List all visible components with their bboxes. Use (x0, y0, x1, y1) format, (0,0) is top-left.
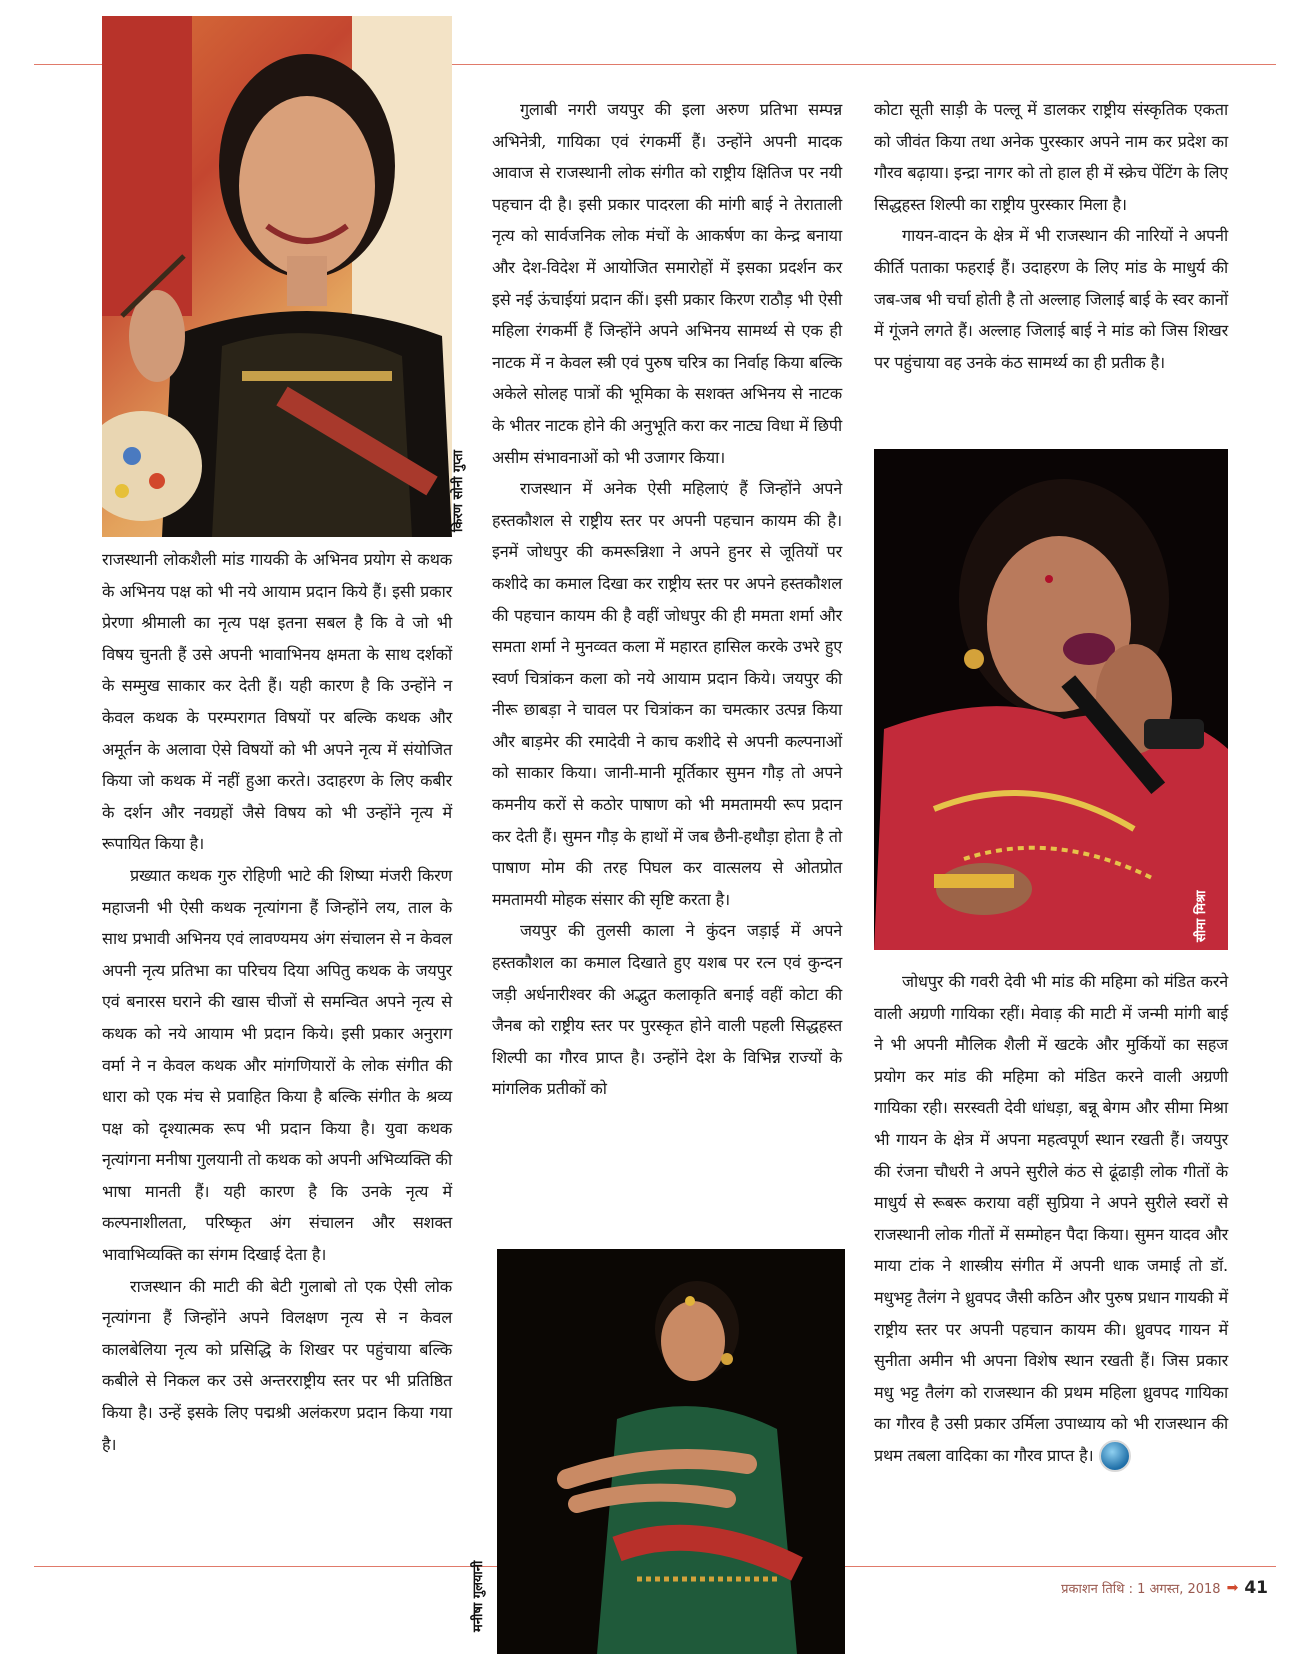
painter-illustration (102, 16, 452, 537)
publication-date: प्रकाशन तिथि : 1 अगस्त, 2018 (1061, 1582, 1221, 1597)
col1-paragraph-3: राजस्थान की माटी की बेटी गुलाबो तो एक ऐसी लोक नृत्यांगना हैं जिन्होंने अपने विलक्षण नृत्य से न केवल कालबेलिया नृत्य को प्रसिद्धि के शिखर पर पहुंचाया बल्कि कबीले से निकल कर उसे अन्तरराष्ट्रीय स्तर पर भी प्रतिष्ठित किया है। उन्हें इसके लिए पद्मश्री अलंकरण प्रदान किया गया है। (102, 1276, 452, 1454)
page-footer (1061, 1578, 1268, 1598)
singer-illustration (874, 449, 1228, 950)
col3-paragraph-1: कोटा सूती साड़ी के पल्लू में डालकर राष्ट्रीय संस्कृतिक एकता को जीवंत किया तथा अनेक पुरस्कार अपने नाम कर प्रदेश का गौरव बढ़ाया। इन्द्रा नागर को तो हाल ही में स्क्रेच पेंटिंग के लिए सिद्धहस्त शिल्पी का राष्ट्रीय पुरस्कार मिला है। (874, 100, 1228, 214)
dancer-illustration (497, 1249, 845, 1654)
photo-credit-dancer: मनीषा गुलयानी (471, 1560, 486, 1632)
photo-credit-painter: किरण सोनी गुप्ता (451, 450, 466, 532)
painter-photo (102, 16, 452, 537)
photo-credit-singer: सीमा मिश्रा (1194, 890, 1209, 942)
column-1 (102, 544, 452, 1460)
article-end-icon (1099, 1440, 1131, 1472)
dancer-photo (497, 1249, 845, 1654)
page-number: 41 (1244, 1578, 1268, 1598)
col1-paragraph-1: राजस्थानी लोकशैली मांड गायकी के अभिनव प्रयोग से कथक के अभिनय पक्ष को भी नये आयाम प्रदान किये हैं। इसी प्रकार प्रेरणा श्रीमाली का नृत्य पक्ष इतना सबल है कि वे जो भी विषय चुनती हैं उसे अपनी भावाभिनय क्षमता के साथ दर्शकों के सम्मुख साकार कर देती हैं। यही कारण है कि उन्होंने न केवल कथक के परम्परागत विषयों पर बल्कि कथक और अमूर्तन के अलावा ऐसे विषयों को भी अपने नृत्य में संयोजित किया जो कथक में नहीं हुआ करते। उदाहरण के लिए कबीर के दर्शन और नवग्रहों जैसे विषय को भी उन्होंने नृत्य में रूपायित किया है। (102, 550, 452, 854)
col3-paragraph-2: गायन-वादन के क्षेत्र में भी राजस्थान की नारियों ने अपनी कीर्ति पताका फहराई हैं। उदाहरण के लिए मांड के माधुर्य की जब-जब भी चर्चा होती है तो अल्लाह जिलाई बाई के स्वर कानों में गूंजने लगते हैं। अल्लाह जिलाई बाई ने मांड को जिस शिखर पर पहुंचाया वह उनके कंठ सामर्थ्य का ही प्रतीक है। (874, 226, 1228, 372)
column-3-bottom (874, 966, 1228, 1472)
column-2 (492, 94, 842, 1105)
column-3-top (874, 94, 1228, 378)
col3-paragraph-3 (874, 966, 1228, 1472)
arrow-icon: ➡ (1226, 1580, 1239, 1596)
singer-photo (874, 449, 1228, 950)
col2-paragraph-1: गुलाबी नगरी जयपुर की इला अरुण प्रतिभा सम्पन्न अभिनेत्री, गायिका एवं रंगकर्मी हैं। उन्होंने अपनी मादक आवाज से राजस्थानी लोक संगीत को राष्ट्रीय क्षितिज पर नयी पहचान दी है। इसी प्रकार पादरला की मांगी बाई ने तेराताली नृत्य को सार्वजनिक लोक मंचों के आकर्षण का केन्द्र बनाया और देश-विदेश में आयोजित समारोहों में इसका प्रदर्शन कर इसे नई ऊंचाईयां प्रदान कीं। इसी प्रकार किरण राठौड़ भी ऐसी महिला रंगकर्मी हैं जिन्होंने अपने अभिनय सामर्थ्य से एक ही नाटक में न केवल स्त्री एवं पुरुष चरित्र का निर्वाह किया बल्कि अकेले सोलह पात्रों की भूमिका के सशक्त अभिनय से नाटक के भीतर नाटक होने की अनुभूति करा कर नाट्य विधा में छिपी असीम संभावनाओं को भी उजागर किया। (492, 100, 842, 467)
col3-paragraph-3-text: जोधपुर की गवरी देवी भी मांड की महिमा को मंडित करने वाली अग्रणी गायिका रहीं। मेवाड़ की माटी में जन्मी मांगी बाई ने भी अपनी मौलिक शैली में खटके और मुर्कियों का सहज प्रयोग कर मांड की महिमा को मंडित करने वाली अग्रणी गायिका रही। सरस्वती देवी धांधड़ा, बन्नू बेगम और सीमा मिश्रा भी गायन के क्षेत्र में अपना महत्वपूर्ण स्थान रखती हैं। जयपुर की रंजना चौधरी ने अपने सुरीले कंठ से ढूंढाड़ी लोक गीतों के माधुर्य से रूबरू कराया वहीं सुप्रिया ने अपने सुरीले स्वरों से राजस्थानी लोक गीतों में सम्मोहन पैदा किया। सुमन यादव और माया टांक ने शास्त्रीय संगीत में अपनी धाक जमाई तो डॉ. मधुभट्ट तैलंग ने ध्रुवपद जैसी कठिन और पुरुष प्रधान गायकी में राष्ट्रीय स्तर पर अपनी पहचान कायम की। ध्रुवपद गायन में सुनीता अमीन भी अपना विशेष स्थान रखती हैं। जिस प्रकार मधु भट्ट तैलंग को राजस्थान की प्रथम महिला ध्रुवपद गायिका का गौरव है उसी प्रकार उर्मिला उपाध्याय को भी राजस्थान की प्रथम तबला वादिका का गौरव प्राप्त है। (874, 972, 1228, 1465)
col1-paragraph-2: प्रख्यात कथक गुरु रोहिणी भाटे की शिष्या मंजरी किरण महाजनी भी ऐसी कथक नृत्यांगना हैं जिन्होंने लय, ताल के साथ प्रभावी अभिनय एवं लावण्यमय अंग संचालन से न केवल अपनी नृत्य प्रतिभा का परिचय दिया अपितु कथक के जयपुर एवं बनारस घराने की खास चीजों से समन्वित अपने नृत्य से कथक को नये आयाम भी प्रदान किये। इसी प्रकार अनुराग वर्मा ने न केवल कथक और मांगणियारों के लोक संगीत की धारा को एक मंच से प्रवाहित किया है बल्कि संगीत के श्रव्य पक्ष को दृश्यात्मक रूप भी प्रदान किया है। युवा कथक नृत्यांगना मनीषा गुलयानी तो कथक को अपनी अभिव्यक्ति की भाषा मानती हैं। यही कारण है कि उनके नृत्य में कल्पनाशीलता, परिष्कृत अंग संचालन और सशक्त भावाभिव्यक्ति का संगम दिखाई देता है। (102, 865, 452, 1265)
col2-paragraph-3: जयपुर की तुलसी काला ने कुंदन जड़ाई में अपने हस्तकौशल का कमाल दिखाते हुए यशब पर रत्न एवं कुन्दन जड़ी अर्धनारीश्वर की अद्भुत कलाकृति बनाई वहीं कोटा की जैनब को राष्ट्रीय स्तर पर पुरस्कृत होने वाली पहली सिद्धहस्त शिल्पी का गौरव प्राप्त है। उन्होंने देश के विभिन्न राज्यों के मांगलिक प्रतीकों को (492, 921, 842, 1099)
col2-paragraph-2: राजस्थान में अनेक ऐसी महिलाएं हैं जिन्होंने अपने हस्तकौशल से राष्ट्रीय स्तर पर अपनी पहचान कायम की है। इनमें जोधपुर की कमरून्निशा ने अपने हुनर से जूतियों पर कशीदे का कमाल दिखा कर राष्ट्रीय स्तर पर अपने हस्तकौशल की पहचान कायम की है वहीं जोधपुर की ही ममता शर्मा और समता शर्मा ने मुनव्वत कला में महारत हासिल करके उभरे हुए स्वर्ण चित्रांकन कला को नये आयाम प्रदान किये। जयपुर की नीरू छाबड़ा ने चावल पर चित्रांकन का चमत्कार उत्पन्न किया और बाड़मेर की रमादेवी ने काच कशीदे से अपनी कल्पनाओं को साकार किया। जानी-मानी मूर्तिकार सुमन गौड़ तो अपने कमनीय करों से कठोर पाषाण को भी ममतामयी रूप प्रदान कर देती हैं। सुमन गौड़ के हाथों में जब छैनी-हथौड़ा होता है तो पाषाण मोम की तरह पिघल कर वात्सलय से ओतप्रोत ममतामयी मोहक संसार की सृष्टि करता है। (492, 479, 842, 909)
